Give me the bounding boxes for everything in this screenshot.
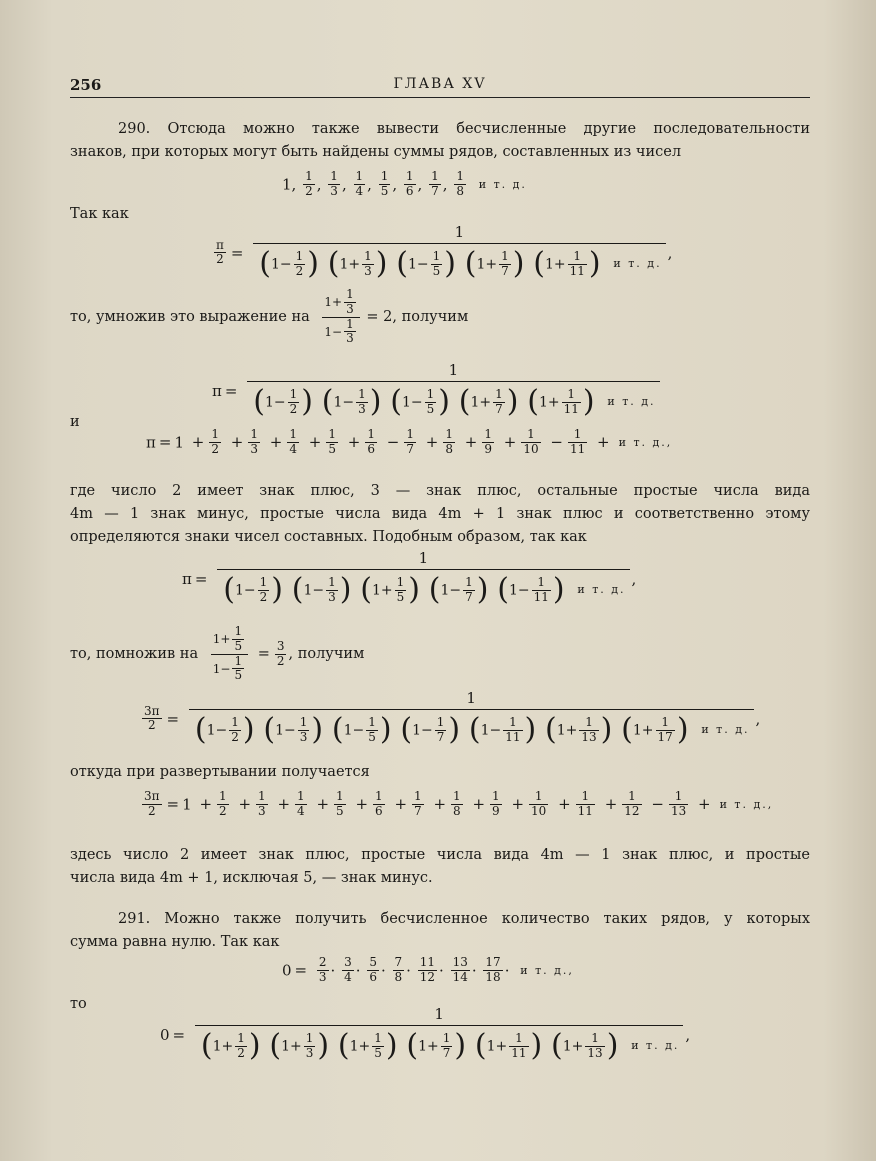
running-header — [70, 76, 810, 96]
equation-multiply-3-2: то, помножив на 1+ $\frac{1}{5}$ 1− $\frac{1}{5}$ = $\frac{3}{2}$ , получим — [70, 624, 365, 683]
text-to: то — [70, 996, 87, 1012]
paragraph-291-line2: сумма равна нулю. Так как — [70, 934, 280, 950]
paragraph-signs2-line1: здесь число 2 имеет знак плюс, простые числа вида 4m — 1 знак плюс, и простые — [70, 847, 810, 863]
paragraph-291-line1: 291. Можно также получить бесчисленное количество таких рядов, у которых — [118, 911, 810, 927]
equation-zero-fraction: 0 = 1 ( 1+ $\frac{1}{2}$ ) ( 1+ $\frac{1}{3}$ ) ( 1+ $\frac{1}{5}$ ) ( 1+ $\frac{1}{7}$ ) ( 1+ $\frac{1}{11}$ ) ( 1+ $\frac{1}{13}$ ) и т. д. , — [160, 1006, 690, 1064]
equation-pi-series: π = 1 + $\frac{1}{2}$ + $\frac{1}{3}$ + $\frac{1}{4}$ + $\frac{1}{5}$ + $\frac{1}{6}$ − $\frac{1}{7}$ + $\frac{1}{8}$ + $\frac{1}{9}$ + $\frac{1}{10}$ − $\frac{1}{11}$ + и т. д., — [146, 427, 673, 456]
text-multiply-tail: = 2, получим — [366, 309, 469, 326]
equation-pi-product: π = 1 ( 1− $\frac{1}{2}$ ) ( 1− $\frac{1}{3}$ ) ( 1− $\frac{1}{5}$ ) ( 1+ $\frac{1}{7}$ ) ( 1+ $\frac{1}{11}$ ) и т. д. — [212, 362, 662, 420]
text-tak-kak: Так как — [70, 206, 129, 222]
paragraph-signs-line2: 4m — 1 знак минус, простые числа вида 4m + 1 знак плюс и соответственно этому — [70, 506, 810, 522]
paragraph-signs2-line2: числа вида 4m + 1, исключая 5, — знак минус. — [70, 870, 433, 886]
text-multiply2-tail: получим — [297, 646, 365, 663]
paragraph-signs-line1: где число 2 имеет знак плюс, 3 — знак плюс, остальные простые числа вида — [70, 483, 810, 499]
text-and: и — [70, 414, 80, 430]
equation-three-pi-half-series: $\frac{3\pi}{2}$ = 1 + $\frac{1}{2}$ + $\frac{1}{3}$ + $\frac{1}{4}$ + $\frac{1}{5}$ + $\frac{1}{6}$ + $\frac{1}{7}$ + $\frac{1}{8}$ + $\frac{1}{9}$ + $\frac{1}{10}$ + $\frac{1}{11}$ + $\frac{1}{12}$ − $\frac{1}{13}$ + и т. д., — [144, 789, 774, 818]
equation-three-pi-half-product: $\frac{3\pi}{2}$ = 1 ( 1− $\frac{1}{2}$ ) ( 1− $\frac{1}{3}$ ) ( 1− $\frac{1}{5}$ ) ( 1− $\frac{1}{7}$ ) ( 1− $\frac{1}{11}$ ) ( 1+ $\frac{1}{13}$ ) ( 1+ $\frac{1}{17}$ ) и т. д. , — [140, 690, 760, 748]
equation-sequence: 1, $\frac{1}{2}$ , $\frac{1}{3}$ , $\frac{1}{4}$ , $\frac{1}{5}$ , $\frac{1}{6}$ , $\frac{1}{7}$ , $\frac{1}{8}$ и т. д. — [282, 169, 527, 198]
text-multiply2: то, помножив на — [70, 646, 199, 663]
text-multiply: то, умножив это выражение на — [70, 309, 310, 326]
equation-zero-product: 0 = $\frac{2}{3}$ · $\frac{3}{4}$ · $\frac{5}{6}$ · $\frac{7}{8}$ · $\frac{11}{12}$ · $\frac{13}{14}$ · $\frac{17}{18}$ · и т. д., — [282, 955, 574, 984]
equation-pi-product-2: π = 1 ( 1− $\frac{1}{2}$ ) ( 1− $\frac{1}{3}$ ) ( 1+ $\frac{1}{5}$ ) ( 1− $\frac{1}{7}$ ) ( 1− $\frac{1}{11}$ ) и т. д. , — [182, 550, 636, 608]
text-develop: откуда при развертывании получается — [70, 764, 370, 780]
equation-pi-half-product: $\frac{\pi}{2}$ = 1 ( 1− $\frac{1}{2}$ ) ( 1+ $\frac{1}{3}$ ) ( 1− $\frac{1}{5}$ ) ( 1+ $\frac{1}{7}$ ) ( 1+ $\frac{1}{11}$ ) и т. д. , — [212, 224, 672, 282]
page-number: 256 — [70, 76, 102, 94]
header-rule — [70, 97, 810, 98]
paragraph-signs-line3: определяются знаки чисел составных. Подобным образом, так как — [70, 529, 587, 545]
paragraph-290-line1: 290. Отсюда можно также вывести бесчисленные другие последовательности — [118, 121, 810, 137]
equation-multiply-2: то, умножив это выражение на 1+ $\frac{1}{3}$ 1− $\frac{1}{3}$ = 2, получим — [70, 287, 469, 346]
chapter-title: ГЛАВА XV — [393, 76, 487, 92]
paragraph-290-line2: знаков, при которых могут быть найдены суммы рядов, составленных из чисел — [70, 144, 682, 160]
